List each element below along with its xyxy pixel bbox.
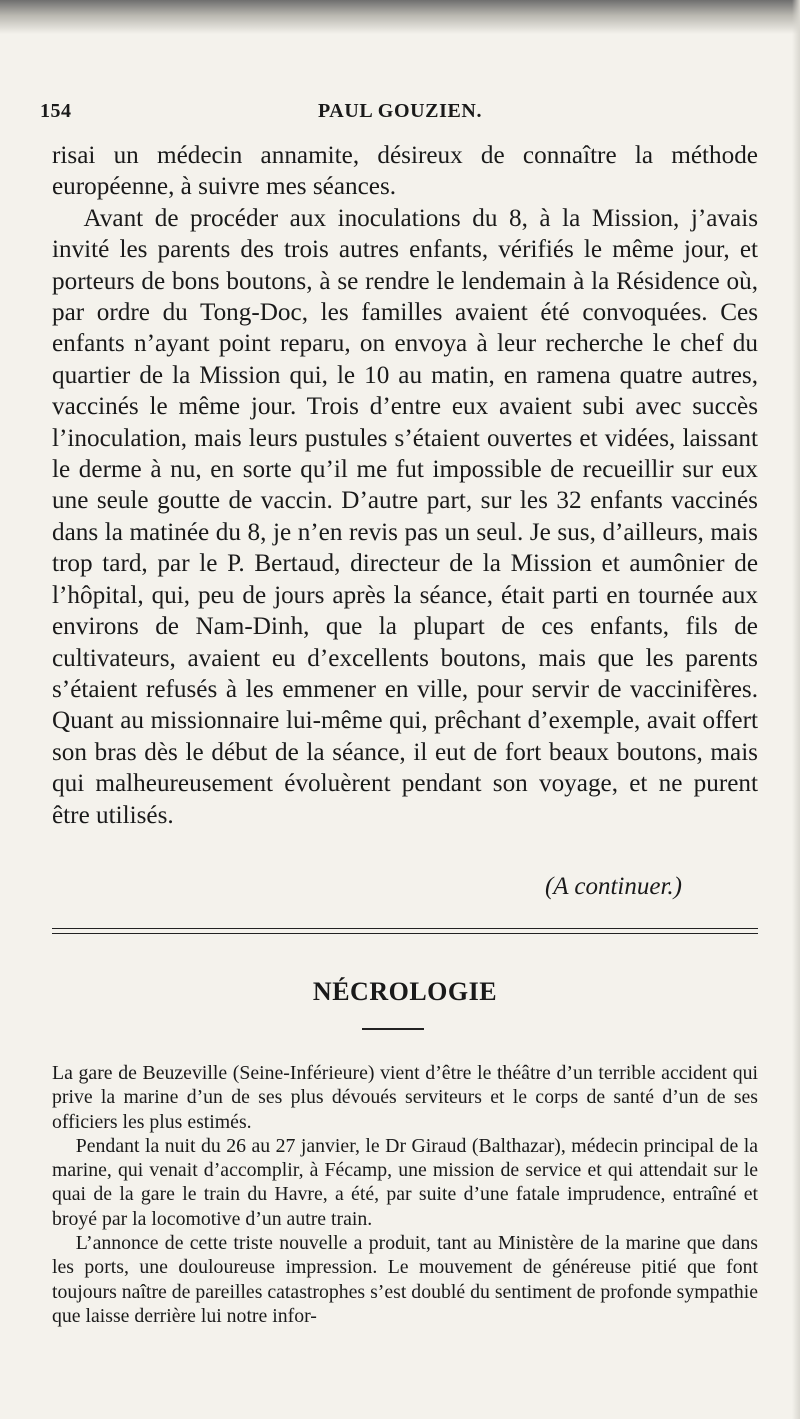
obituary-paragraph: La gare de Beuzeville (Seine-Inférieure) vient d’être le théâtre d’un terrible accident qui prive la marine d’un de ses plus dévoués serviteurs et le corps de santé d’un de ses officiers les plus estimés. [52, 1062, 758, 1133]
section-title: NÉCROLOGIE [312, 977, 498, 1006]
page-number: 154 [40, 100, 72, 122]
obituary-body [52, 1061, 758, 1328]
obituary-paragraph: Pendant la nuit du 26 au 27 janvier, le Dr Giraud (Balthazar), médecin principal de la marine, qui venait d’accomplir, à Fécamp, une mission de service et qui attendait sur le quai de la gare le train du Havre, a été, par suite d’une fatale imprudence, entraîné et broyé par la locomotive d’un autre train. [52, 1134, 758, 1230]
section-divider [52, 928, 758, 934]
obituary-paragraph: L’annonce de cette triste nouvelle a produit, tant au Ministère de la marine que dans les ports, une douloureuse impression. Le mouvement de généreuse pitié que font toujours naître de pareilles catastrophes s’est doublé du sentiment de profonde sympathie que laisse derrière lui notre infor- [52, 1232, 758, 1327]
continuation-note: (A continuer.) [544, 873, 682, 900]
running-head: PAUL GOUZIEN. [317, 100, 483, 122]
article-paragraph: risai un médecin annamite, désireux de connaître la méthode européenne, à suivre mes séances. [52, 142, 758, 201]
article-body [52, 140, 758, 831]
page-right-edge [792, 0, 800, 1419]
article-paragraph: Avant de procéder aux inoculations du 8, à la Mission, j’avais invité les parents des trois autres enfants, vérifiés le même jour, et porteurs de bons boutons, à se rendre le lendemain à la Résidence où, par ordre du Tong-Doc, les familles avaient été convoquées. Ces enfants n’ayant point reparu, on envoya à leur recherche le chef du quartier de la Mission qui, le 10 au matin, en ramena quatre autres, vaccinés le même jour. Trois d’entre eux avaient subi avec succès l’inoculation, mais leurs pustules s’étaient ouvertes et vidées, laissant le derme à nu, en sorte qu’il me fut impossible de recueillir sur eux une seule goutte de vaccin. D’autre part, sur les 32 enfants vaccinés dans la matinée du 8, je n’en revis pas un seul. Je sus, d’ailleurs, mais trop tard, par le P. Bertaud, directeur de la Mission et aumônier de l’hôpital, qui, peu de jours après la séance, était parti en tournée aux environs de Nam-Dinh, que la plupart de ces enfants, fils de cultivateurs, avaient eu d’excellents boutons, mais que les parents s’étaient refusés à les emmener en ville, pour servir de vaccinifères. Quant au missionnaire lui-même qui, prêchant d’exemple, avait offert son bras dès le début de la séance, il eut de fort beaux boutons, mais qui malheureusement évoluèrent pendant son voyage, et ne purent être utilisés. [52, 204, 758, 829]
page-header [40, 100, 760, 130]
title-underline [362, 1028, 424, 1030]
page-top-shadow [0, 0, 800, 34]
